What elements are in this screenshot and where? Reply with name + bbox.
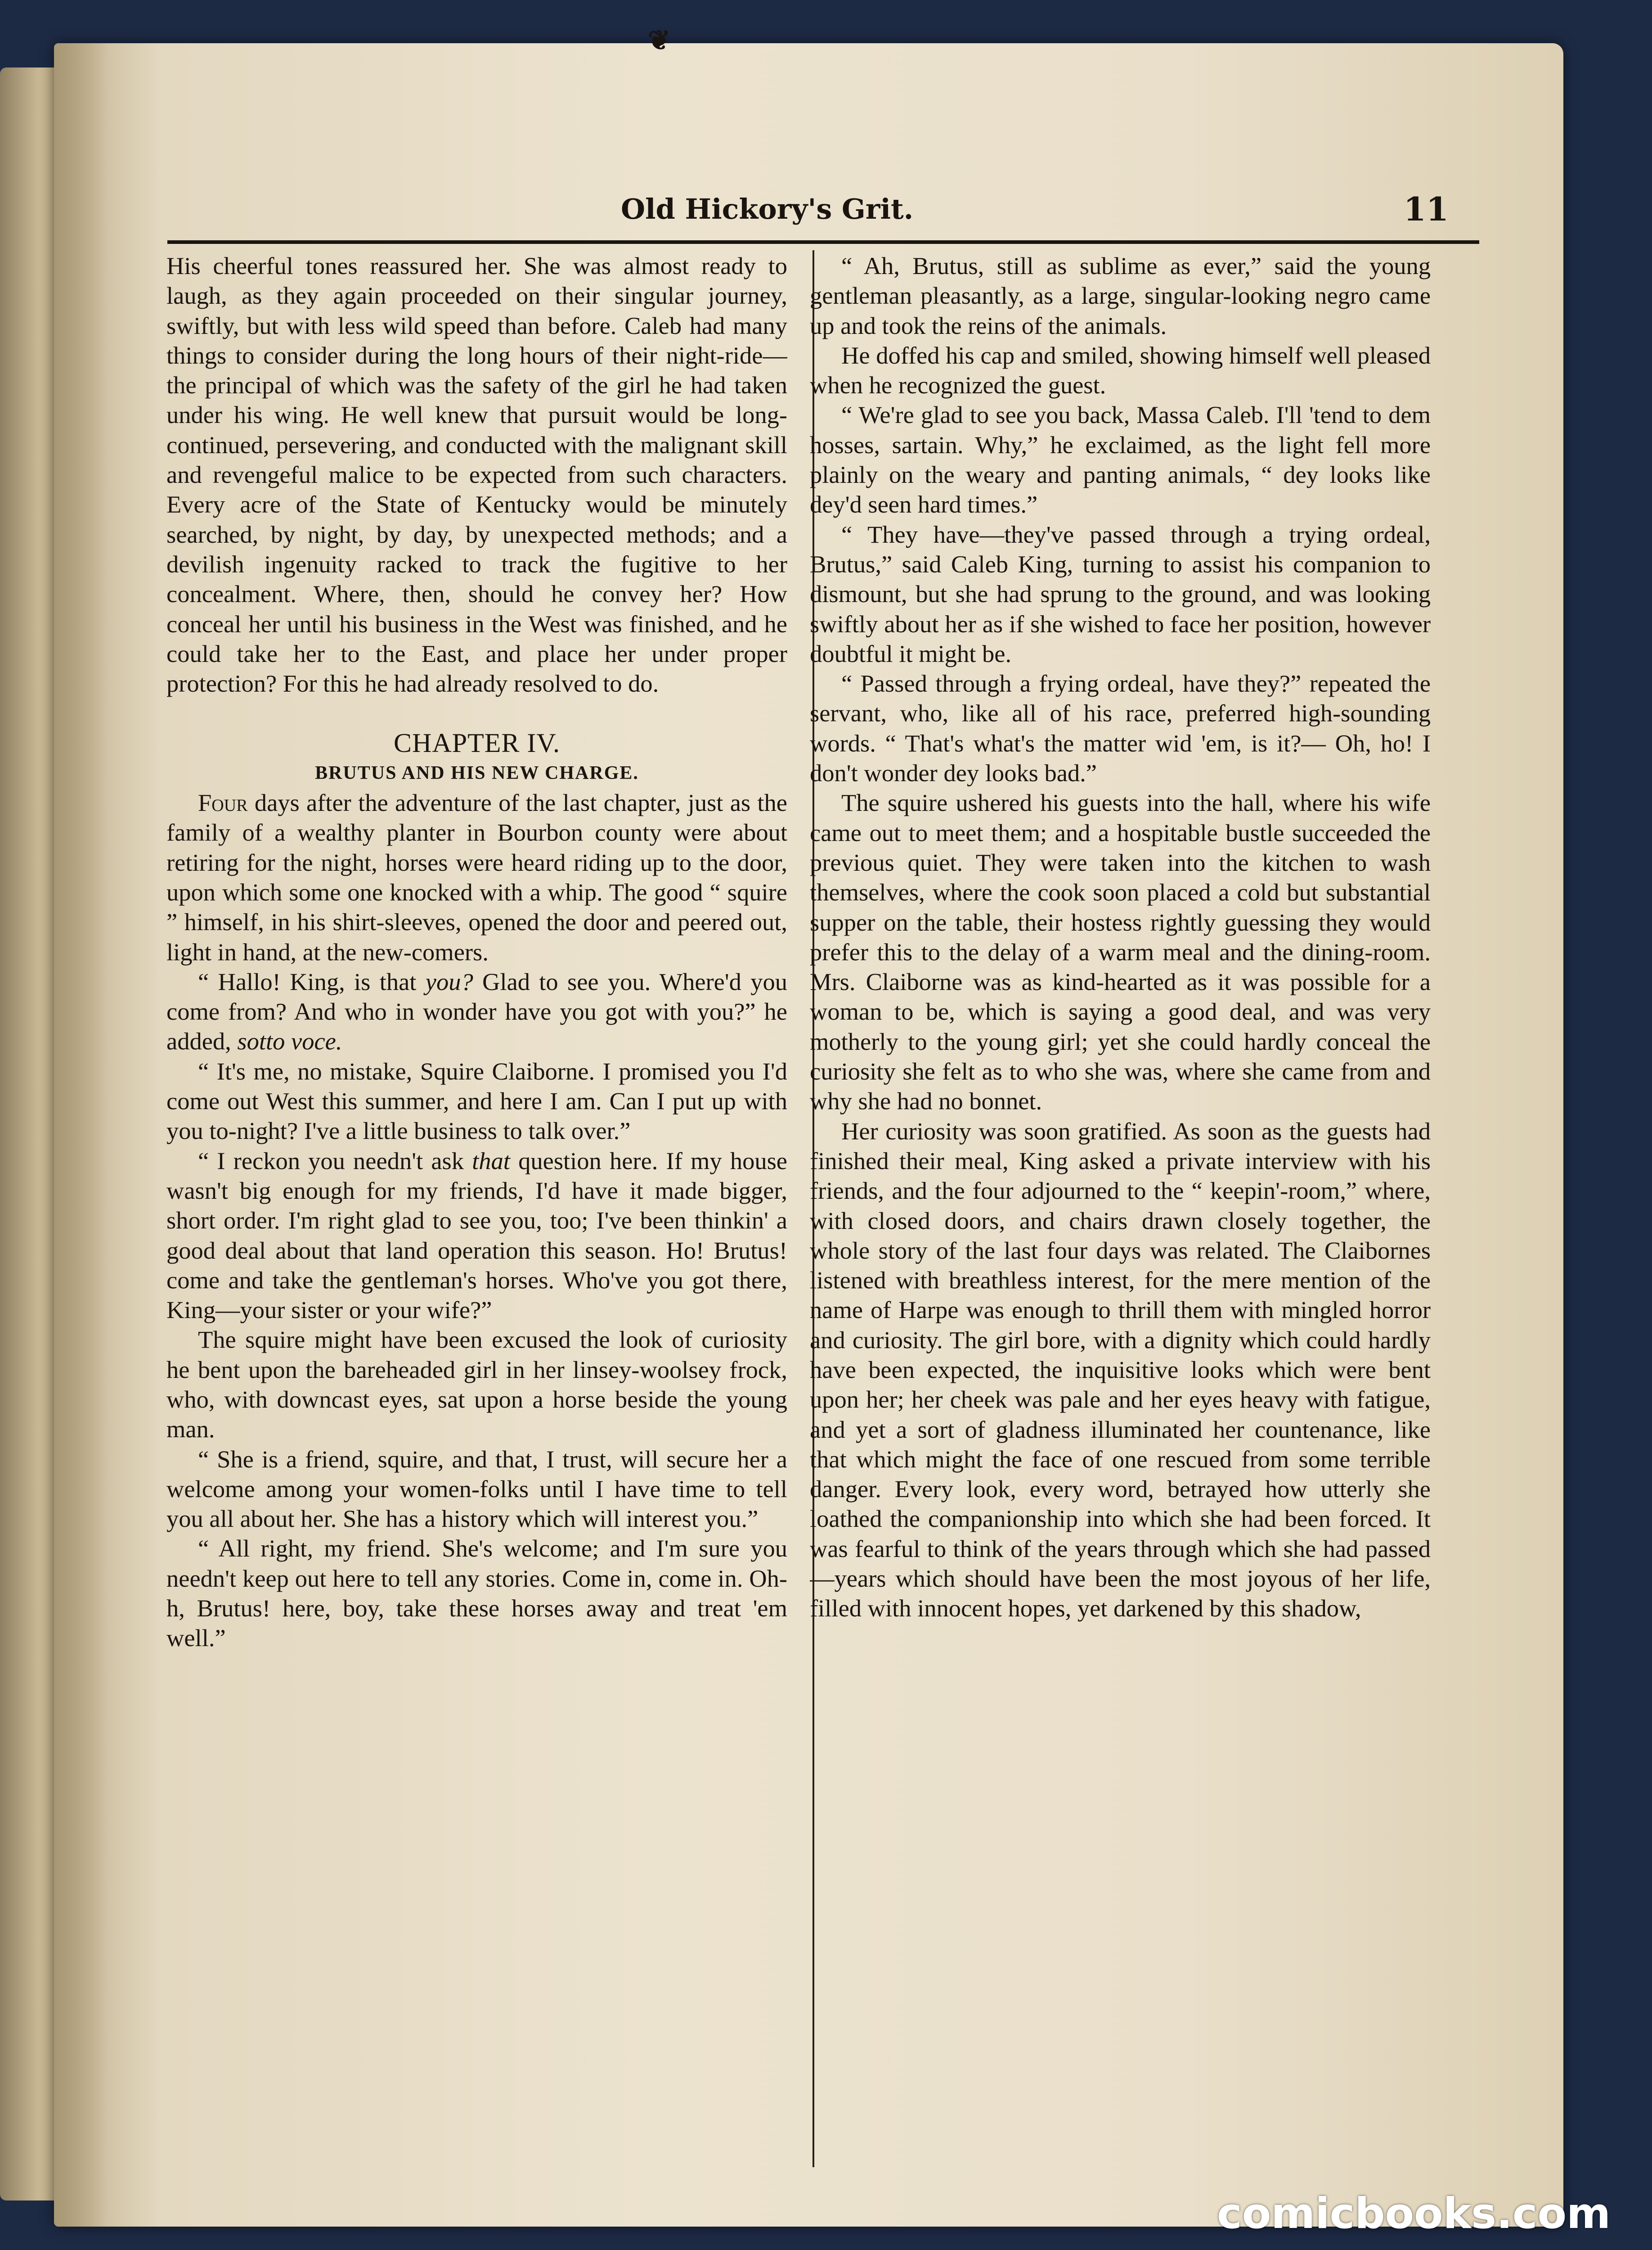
chapter-lead-word: Four — [198, 789, 248, 817]
page-binding-shadow — [54, 43, 108, 2227]
header-rule — [167, 240, 1479, 244]
paragraph-text: “ Hallo! King, is that — [198, 968, 426, 995]
paragraph: His cheerful tones reassured her. She was almost ready to laugh, as they again proceeded on their singular journey, swiftly, but with less wild speed than before. Caleb had many things to consider during the long hours of their night-ride—the principal of which was the safety of the girl he had taken under his wing. He well knew that pursuit would be long-continued, persevering, and conducted with the malignant skill and revengeful malice to be expected from such characters. Every acre of the State of Kentucky would be minutely searched, by night, by day, by unexpected methods; and a devilish ingenuity racked to track the fugitive to her concealment. Where, then, should he convey her? How conceal her until his business in the West was finished, and he could take her to the East, and place her under proper protection? For this he had already resolved to do. — [166, 252, 787, 698]
printer-ornament: ❦ — [648, 25, 671, 56]
chapter-title: CHAPTER IV. — [394, 728, 560, 758]
paragraph — [166, 967, 787, 1057]
paragraph: “ Ah, Brutus, still as sublime as ever,” said the young gentleman pleasantly, as a large, singular-looking negro came up and took the reins of the animals. — [810, 252, 1431, 339]
paragraph-text: Glad to see you. Where'd you come from? And who in wonder have you got with you?” he added, — [166, 968, 787, 1055]
paragraph: “ All right, my friend. She's welcome; and I'm sure you needn't keep out here to tell any stories. Come in, come in. Oh-h, Brutus! here, boy, take these horses away and treat 'em well.” — [166, 1534, 787, 1652]
chapter-subtitle: BRUTUS AND HIS NEW CHARGE. — [315, 762, 639, 783]
paragraph: Her curiosity was soon gratified. As soon as the guests had finished their meal, King asked a private interview with his friends, and the four adjourned to the “ keepin'-room,” where, with closed doors, and chairs drawn closely together, the whole story of the last four days was related. The Claibornes listened with breathless interest, for the mere mention of the name of Harpe was enough to thrill them with mingled horror and curiosity. The girl bore, with a dignity which could hardly have been expected, the inquisitive looks which were bent upon her; her cheek was pale and her eyes heavy with fatigue, and yet a sort of gladness illuminated her countenance, like that which might the face of one rescued from some terrible danger. Every look, every word, betrayed how utterly she loathed the companionship into which she had been forced. It was fearful to think of the years through which she had passed—years which should have been the most joyous of her life, filled with innocent hopes, yet darkened by this shadow, — [810, 1117, 1431, 1622]
paragraph-text: days after the adventure of the last chapter, just as the family of a wealthy planter in Bourbon county were about retiring for the night, horses were heard riding up to the door, upon which some one knocked with a whip. The good “ squire ” himself, in his shirt-sleeves, opened the door and peered out, light in hand, at the new-comers. — [166, 789, 787, 966]
emphasis: you? — [425, 968, 473, 995]
paragraph: “ We're glad to see you back, Massa Caleb. I'll 'tend to dem hosses, sartain. Why,” he exclaimed, as the light fell more plainly on the weary and panting animals, “ dey looks like dey'd seen hard times.” — [810, 401, 1431, 518]
paragraph: He doffed his cap and smiled, showing himself well pleased when he recognized the guest. — [810, 341, 1431, 399]
paragraph: “ She is a friend, squire, and that, I trust, will secure her a welcome among your women-folks until I have time to tell you all about her. She has a history which will interest you.” — [166, 1445, 787, 1533]
paragraph: “ Passed through a frying ordeal, have they?” repeated the servant, who, like all of his race, preferred high-sounding words. “ That's what's the matter wid 'em, is it?— Oh, ho! I don't wonder dey looks bad.” — [810, 670, 1431, 787]
paragraph: The squire ushered his guests into the hall, where his wife came out to meet them; and a hospitable bustle succeeded the previous quiet. They were taken into the kitchen to wash themselves, where the cook soon placed a cold but substantial supper on the table, their hostess rightly guessing they would prefer this to the delay of a warm meal and the dining-room. Mrs. Claiborne was as kind-hearted as it was possible for a woman to be, which is saying a good deal, and was very motherly to the young girl; yet she could hardly conceal the curiosity she felt as to who she was, where she came from and why she had no bonnet. — [810, 789, 1431, 1115]
emphasis: sotto voce. — [237, 1027, 342, 1055]
page-number: 11 — [1403, 190, 1449, 228]
watermark: comicbooks.com — [1217, 2189, 1611, 2238]
paragraph-text: question here. If my house wasn't big enough for my friends, I'd have it made bigger, short order. I'm right glad to see you, too; I've been thinkin' a good deal about that land operation this season. Ho! Brutus! come and take the gentleman's horses. Who've you got there, King—your sister or your wife?” — [166, 1147, 787, 1324]
emphasis: that — [472, 1147, 510, 1174]
paragraph: “ They have—they've passed through a trying ordeal, Brutus,” said Caleb King, turning to assist his companion to dismount, but she had sprung to the ground, and was looking swiftly about her as if she wished to face her position, however doubtful it might be. — [810, 520, 1431, 667]
paragraph-text: “ I reckon you needn't ask — [198, 1147, 472, 1174]
paragraph: “ It's me, no mistake, Squire Claiborne. I promised you I'd come out West this summer, and here I am. Can I put up with you to-night? I've a little business to talk over.” — [166, 1057, 787, 1145]
paragraph: The squire might have been excused the look of curiosity he bent upon the bareheaded girl in her linsey-woolsey frock, who, with downcast eyes, sat upon a horse beside the young man. — [166, 1326, 787, 1443]
right-column — [810, 251, 1431, 2177]
left-column — [166, 251, 787, 2177]
paragraph — [166, 788, 787, 967]
paragraph — [166, 1146, 787, 1325]
running-title: Old Hickory's Grit. — [621, 193, 914, 225]
